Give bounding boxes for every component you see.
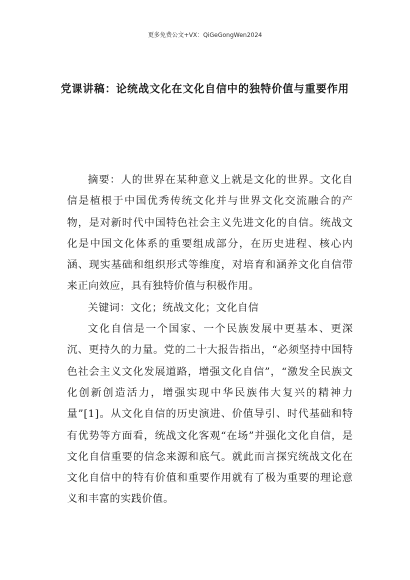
keywords-paragraph: 关键词：文化；统战文化；文化自信	[87, 301, 259, 314]
document-body	[67, 170, 353, 511]
header-note: 更多免费公文+VX：QiGeGongWen2024	[147, 32, 263, 39]
abstract-paragraph: 摘要：人的世界在某种意义上就是文化的世界。文化自信是植根于中国优秀传统文化并与世界文化交流融合的产物，是对新时代中国特色社会主义先进文化的自信。统战文化是中国文化体系的重要组成部分，在历史进程、核心内涵、现实基础和组织形式等维度，对培育和涵养文化自信带来正向效应，具有独特价值与积极作用。	[67, 174, 353, 293]
body-paragraph: 文化自信是一个国家、一个民族发展中更基本、更深沉、更持久的力量。党的二十大报告指出，“必须坚持中国特色社会主义文化发展道路，增强文化自信”，“激发全民族文化创新创造活力，增强实现中华民族伟大复兴的精神力量”[1]。从文化自信的历史演进、价值导引、时代基础和特有优势等方面看，统战文化客观“在场”并强化文化自信，是文化自信重要的信念来源和底气。就此而言探究统战文化在文化自信中的特有价值和重要作用就有了极为重要的理论意义和丰富的实践价值。	[67, 323, 353, 506]
document-title: 党课讲稿：论统战文化在文化自信中的独特价值与重要作用	[60, 83, 350, 95]
